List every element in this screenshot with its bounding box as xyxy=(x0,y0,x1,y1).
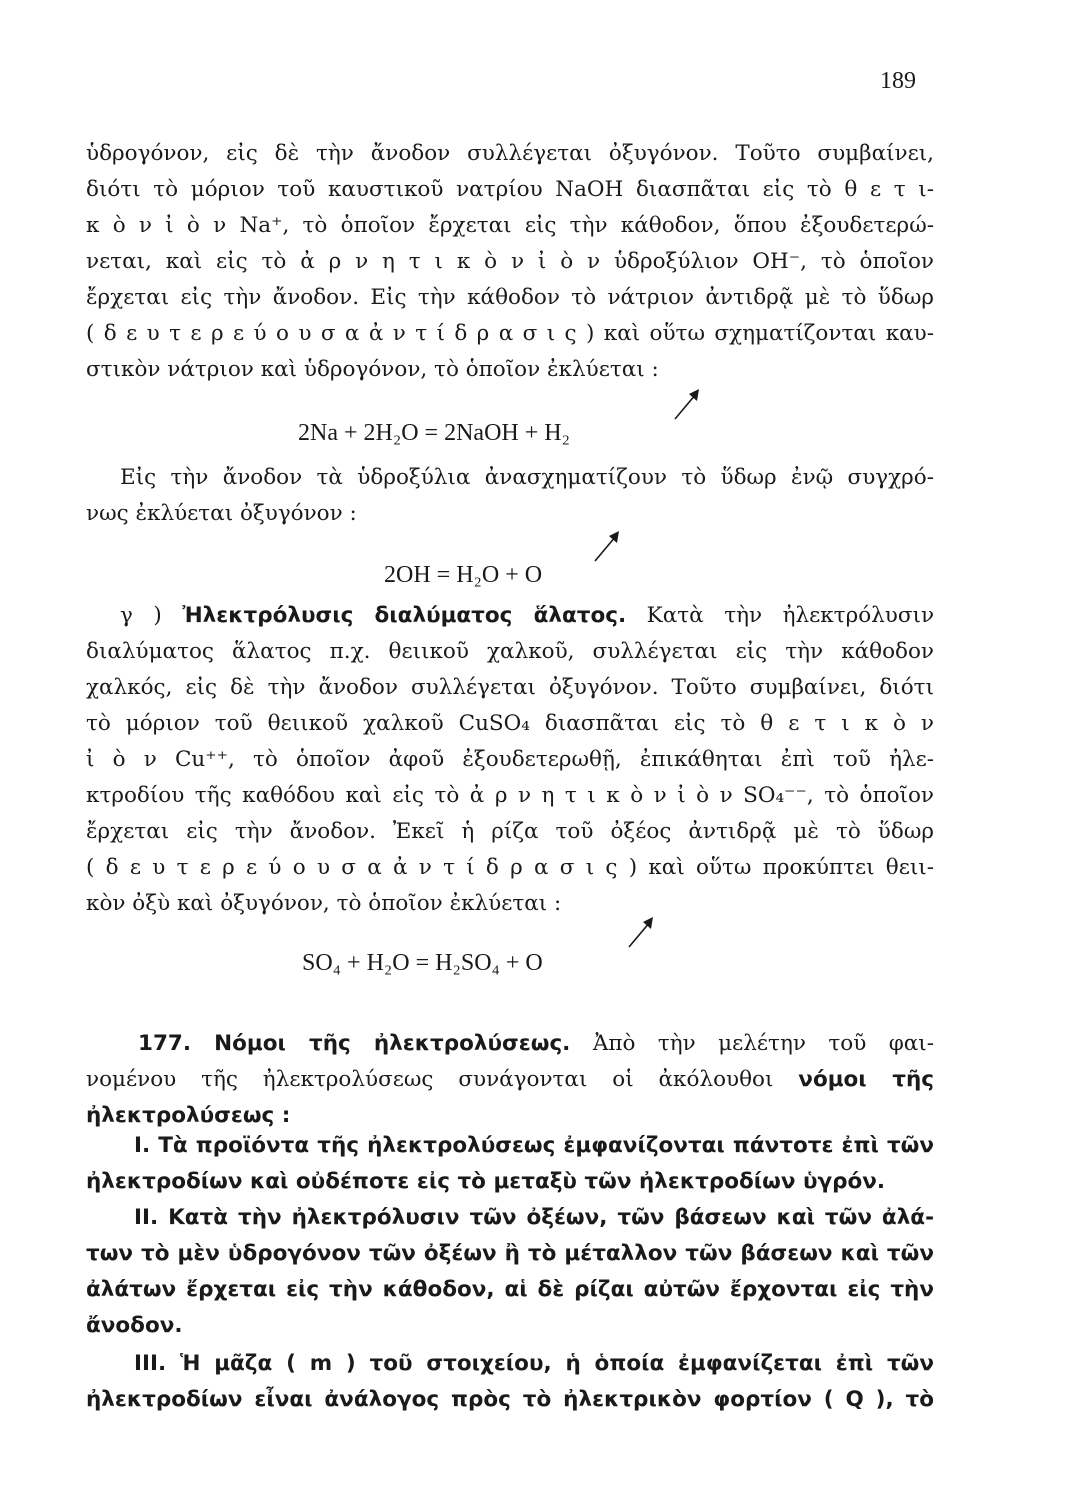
law-1 xyxy=(86,1128,934,1200)
law-line: των τὸ μὲν ὑδρογόνον τῶν ὀξέων ἢ τὸ μέταλλον τῶν βάσεων καὶ τῶν xyxy=(86,1241,934,1266)
gas-release-arrow-icon xyxy=(592,528,622,564)
law-line: I. Τὰ προϊόντα τῆς ἠλεκτρολύσεως ἐμφανίζονται πάντοτε ἐπὶ τῶν xyxy=(134,1133,934,1158)
law-line: ἠλεκτροδίων καὶ οὐδέποτε εἰς τὸ μεταξὺ τῶν ἠλεκτροδίων ὑγρόν. xyxy=(86,1169,886,1194)
subsection-label: γ ) xyxy=(120,603,183,628)
law-line: III. Ἡ μᾶζα ( m ) τοῦ στοιχείου, ἡ ὁποία ἐμφανίζεται ἐπὶ τῶν xyxy=(134,1351,934,1376)
law-line: ἠλεκτροδίων εἶναι ἀνάλογος πρὸς τὸ ἠλεκτρικὸν φορτίον ( Q ), τὸ xyxy=(86,1387,934,1412)
law-line: II. Κατὰ τὴν ἠλεκτρόλυσιν τῶν ὀξέων, τῶν βάσεων καὶ τῶν ἀλά- xyxy=(134,1205,934,1230)
equation-1: 2Na + 2H₂O = 2NaOH + H₂ xyxy=(298,420,570,446)
equation-2: 2OH = H₂O + O xyxy=(384,562,543,588)
law-line: ἀλάτων ἔρχεται εἰς τὴν κάθοδον, αἱ δὲ ρίζαι αὐτῶν ἔρχονται εἰς τὴν xyxy=(86,1277,934,1302)
text-line: κὸν ὀξὺ καὶ ὀξυγόνον, τὸ ὁποῖον ἐκλύεται : xyxy=(86,891,562,916)
text-line: νεται, καὶ εἰς τὸ ἀ ρ ν η τ ι κ ὸ ν ἰ ὸ ν ὑδροξύλιον OH⁻, τὸ ὁποῖον xyxy=(86,249,934,274)
text-line: διότι τὸ μόριον τοῦ καυστικοῦ νατρίου NaOH διασπᾶται εἰς τὸ θ ε τ ι- xyxy=(86,177,934,202)
section-heading: 177. Νόμοι τῆς ἠλεκτρολύσεως. xyxy=(138,1031,571,1056)
paragraph-2 xyxy=(86,460,934,532)
text-fragment: Ἀπὸ τὴν μελέτην τοῦ φαι- xyxy=(570,1031,934,1056)
text-line: τὸ μόριον τοῦ θειικοῦ χαλκοῦ CuSO₄ διασπᾶται εἰς τὸ θ ε τ ι κ ὸ ν xyxy=(86,711,934,736)
subsection-heading: Ἠλεκτρόλυσις διαλύματος ἅλατος. xyxy=(182,603,627,628)
paragraph-1 xyxy=(86,136,934,388)
text-line: χαλκός, εἰς δὲ τὴν ἄνοδον συλλέγεται ὀξυγόνον. Τοῦτο συμβαίνει, διότι xyxy=(86,675,934,700)
text-fragment: νομένου τῆς ἠλεκτρολύσεως συνάγονται οἱ ἀκόλουθοι xyxy=(86,1067,799,1092)
section-heading-line xyxy=(86,598,934,634)
text-line: κ ὸ ν ἰ ὸ ν Na⁺, τὸ ὁποῖον ἔρχεται εἰς τὴν κάθοδον, ὅπου ἐξουδετερώ- xyxy=(86,213,934,238)
bold-term: νόμοι τῆς xyxy=(798,1067,934,1092)
page-number: 189 xyxy=(880,68,916,94)
text-line: ( δ ε υ τ ε ρ ε ύ ο υ σ α ἀ ν τ ί δ ρ α σ ι ς ) καὶ οὕτω προκύπτει θειι- xyxy=(86,855,934,880)
law-3 xyxy=(86,1346,934,1418)
text-line: διαλύματος ἅλατος π.χ. θειικοῦ χαλκοῦ, συλλέγεται εἰς τὴν κάθοδον xyxy=(86,639,934,664)
text-line: ὑδρογόνον, εἰς δὲ τὴν ἄνοδον συλλέγεται ὀξυγόνον. Τοῦτο συμβαίνει, xyxy=(86,141,934,166)
text-line: ( δ ε υ τ ε ρ ε ύ ο υ σ α ἀ ν τ ί δ ρ α σ ι ς ) καὶ οὕτω σχηματίζονται καυ- xyxy=(86,321,934,346)
text-line: Εἰς τὴν ἄνοδον τὰ ὑδροξύλια ἀνασχηματίζουν τὸ ὕδωρ ἐνῷ συγχρό- xyxy=(120,465,934,490)
equation-3: SO₄ + H₂O = H₂SO₄ + O xyxy=(302,950,543,976)
text-line: κτροδίου τῆς καθόδου καὶ εἰς τὸ ἀ ρ ν η τ ι κ ὸ ν ἰ ὸ ν SO₄⁻⁻, τὸ ὁποῖον xyxy=(86,783,934,808)
text-line xyxy=(86,1062,934,1098)
text-line: ἰ ὸ ν Cu⁺⁺, τὸ ὁποῖον ἀφοῦ ἐξουδετερωθῇ, ἐπικάθηται ἐπὶ τοῦ ἠλε- xyxy=(86,747,934,772)
law-2 xyxy=(86,1200,934,1344)
law-line: ἄνοδον. xyxy=(86,1313,183,1338)
bold-term: ἠλεκτρολύσεως : xyxy=(86,1103,291,1128)
gas-release-arrow-icon xyxy=(672,386,702,422)
text-line: ἔρχεται εἰς τὴν ἄνοδον. Ἐκεῖ ἡ ρίζα τοῦ ὀξέος ἀντιδρᾷ μὲ τὸ ὕδωρ xyxy=(86,819,934,844)
section-177 xyxy=(86,1026,934,1134)
text-fragment: Κατὰ τὴν ἠλεκτρόλυσιν xyxy=(626,603,935,628)
gas-release-arrow-icon xyxy=(626,914,656,950)
text-line: νως ἐκλύεται ὀξυγόνον : xyxy=(86,501,357,526)
text-line: ἔρχεται εἰς τὴν ἄνοδον. Εἰς τὴν κάθοδον τὸ νάτριον ἀντιδρᾷ μὲ τὸ ὕδωρ xyxy=(86,285,934,310)
section-heading-line xyxy=(86,1026,934,1062)
text-line: στικὸν νάτριον καὶ ὑδρογόνον, τὸ ὁποῖον ἐκλύεται : xyxy=(86,357,659,382)
paragraph-3 xyxy=(86,598,934,922)
